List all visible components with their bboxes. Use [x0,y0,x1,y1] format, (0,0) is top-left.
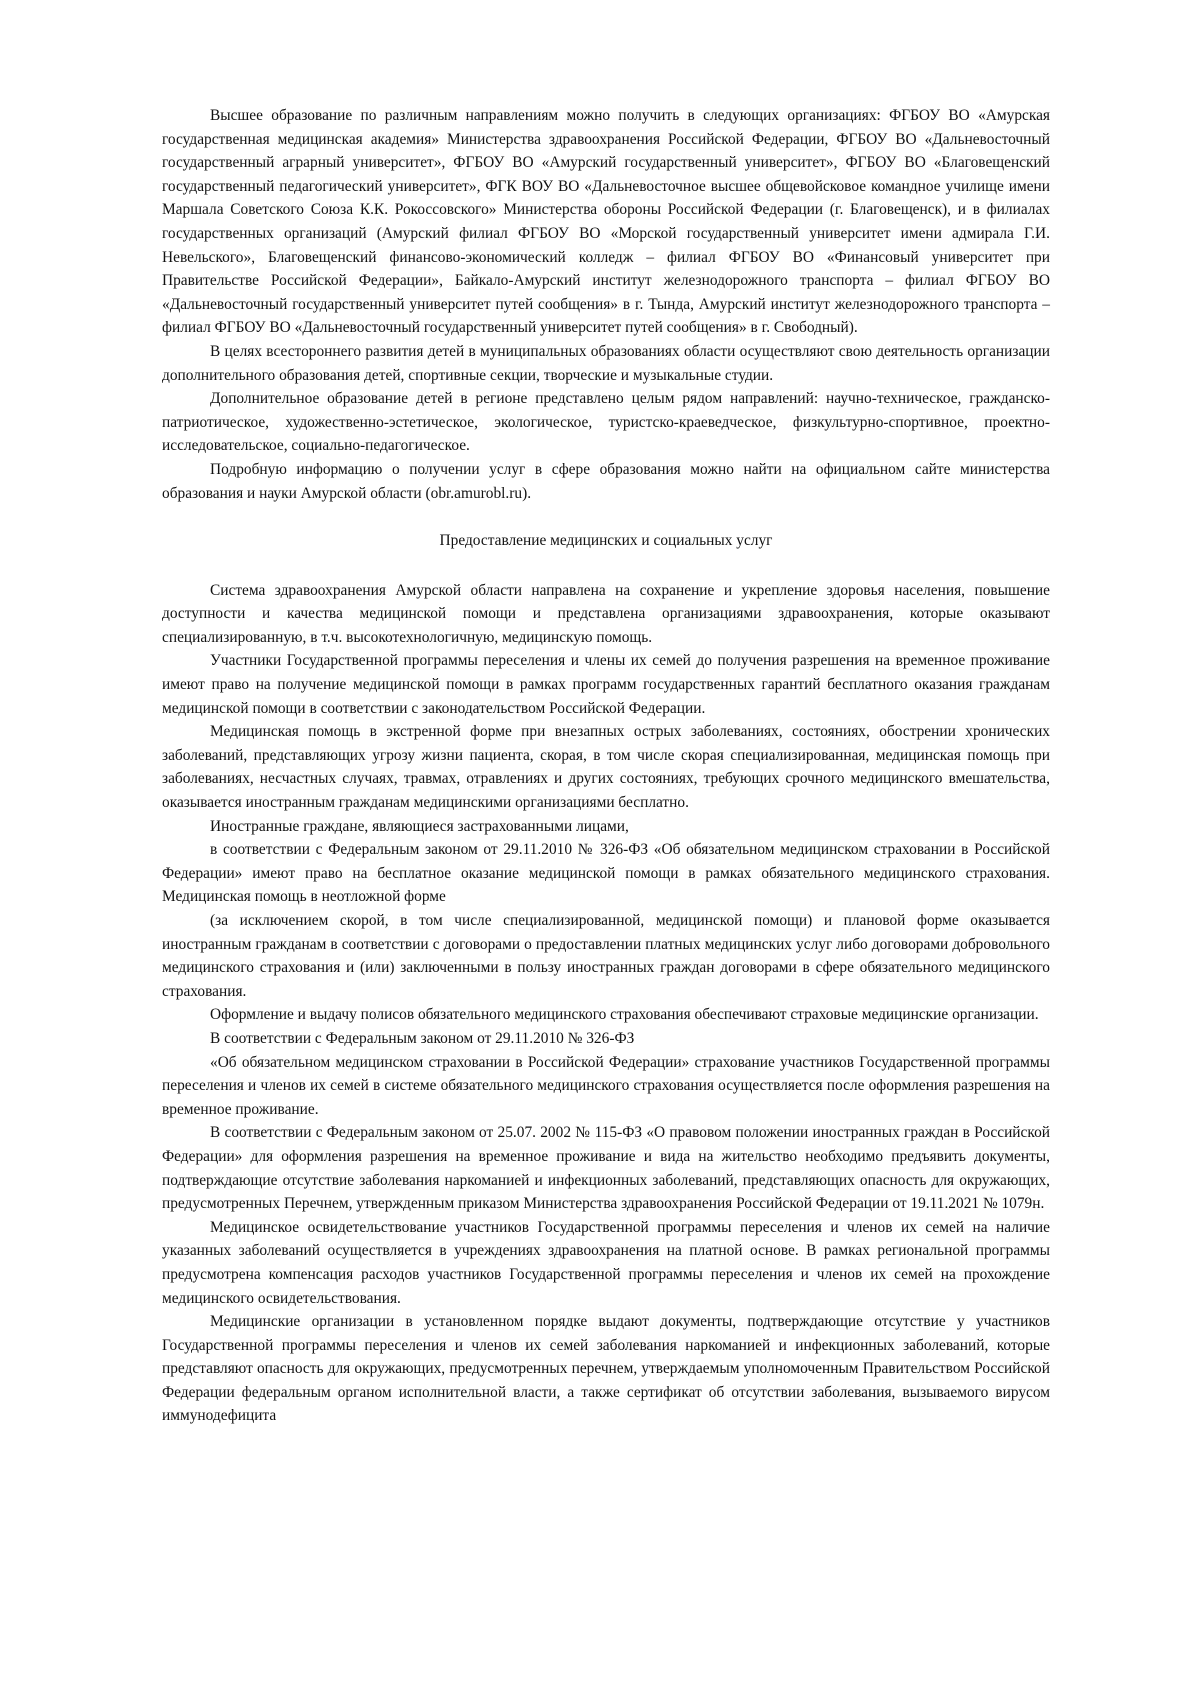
paragraph-higher-education: Высшее образование по различным направлениям можно получить в следующих организациях: ФГБОУ ВО «Амурская государственная медицинская академия» Министерства здравоохранения Российской Федерации, ФГБОУ ВО «Дальневосточный государственный аграрный университет», ФГБОУ ВО «Амурский государственный университет», ФГБОУ ВО «Благовещенский государственный педагогический университет», ФГК ВОУ ВО «Дальневосточное высшее общевойсковое командное училище имени Маршала Советского Союза К.К. Рокоссовского» Министерства обороны Российской Федерации (г. Благовещенск), и в филиалах государственных организаций (Амурский филиал ФГБОУ ВО «Морской государственный университет имени адмирала Г.И. Невельского», Благовещенский финансово-экономический колледж – филиал ФГБОУ ВО «Финансовый университет при Правительстве Российской Федерации», Байкало-Амурский институт железнодорожного транспорта – филиал ФГБОУ ВО «Дальневосточный государственный университет путей сообщения» в г. Тында, Амурский институт железнодорожного транспорта – филиал ФГБОУ ВО «Дальневосточный государственный университет путей сообщения» в г. Свободный). [162,107,1050,337]
paragraph-insurance-after-permit: «Об обязательном медицинском страховании в Российской Федерации» страхование участников Государственной программы переселения и членов их семей в системе обязательного медицинского страхования осуществляется после оформления разрешения на временное проживание. [162,1053,1050,1118]
paragraph-medical-examination: Медицинское освидетельствование участников Государственной программы переселения и членов их семей на наличие указанных заболеваний осуществляется в учреждениях здравоохранения на платной основе. В рамках региональной программы предусмотрена компенсация расходов участников Государственной программы переселения и членов их семей на прохождение медицинского освидетельствования. [162,1218,1050,1307]
paragraph-law-326-reference: В соответствии с Федеральным законом от 29.11.2010 № 326-ФЗ [210,1029,635,1047]
paragraph-emergency-care: Медицинская помощь в экстренной форме при внезапных острых заболеваниях, состояниях, обострении хронических заболеваний, представляющих угрозу жизни пациента, скорая, в том числе скорая специализированная, медицинская помощь при заболеваниях, несчастных случаях, травмах, отравлениях и других состояниях, требующих срочного медицинского вмешательства, оказывается иностранным гражданам медицинскими организациями бесплатно. [162,723,1050,812]
paragraph-program-participants: Участники Государственной программы переселения и члены их семей до получения разрешения на временное проживание имеют право на получение медицинской помощи в рамках программ государственных гарантий бесплатного оказания гражданам медицинской помощи в соответствии с законодательством Российской Федерации. [162,652,1050,717]
paragraph-medical-documents: Медицинские организации в установленном порядке выдают документы, подтверждающие отсутствие у участников Государственной программы переселения и членов их семей заболевания наркоманией и инфекционных заболеваний, которые представляют опасность для окружающих, предусмотренных перечнем, утверждаемым уполномоченным Правительством Российской Федерации федеральным органом исполнительной власти, а также сертификат об отсутствии заболевания, вызываемого вирусом иммунодефицита [162,1313,1050,1425]
paragraph-insured-foreigners: Иностранные граждане, являющиеся застрахованными лицами, [210,817,629,835]
paragraph-education-info: Подробную информацию о получении услуг в сфере образования можно найти на официальном сайте министерства образования и науки Амурской области (obr.amurobl.ru). [162,460,1050,502]
paragraph-federal-law-326: в соответствии с Федеральным законом от 29.11.2010 № 326-ФЗ «Об обязательном медицинском страховании в Российской Федерации» имеют право на бесплатное оказание медицинской помощи в рамках обязательного медицинского страхования. Медицинская помощь в неотложной форме [162,841,1050,906]
paragraph-additional-education: Дополнительное образование детей в регионе представлено целым рядом направлений: научно-техническое, гражданско-патриотическое, художественно-эстетическое, экологическое, туристско-краеведческое, физкультурно-спортивное, проектно-исследовательское, социально-педагогическое. [162,390,1050,455]
paragraph-insurance-policies: Оформление и выдачу полисов обязательного медицинского страхования обеспечивают страховые медицинские организации. [210,1006,1039,1024]
paragraph-planned-care: (за исключением скорой, в том числе специализированной, медицинской помощи) и плановой форме оказывается иностранным гражданам в соответствии с договорами о предоставлении платных медицинских услуг либо договорами добровольного медицинского страхования и (или) заключенными в пользу иностранных граждан договорами в сфере обязательного медицинского страхования. [162,912,1050,1000]
paragraph-federal-law-115: В соответствии с Федеральным законом от 25.07. 2002 № 115-ФЗ «О правовом положении иностранных граждан в Российской Федерации» для оформления разрешения на временное проживание и вида на жительство необходимо предъявить документы, подтверждающие отсутствие заболевания наркоманией и инфекционных заболеваний, представляющих опасность для окружающих, предусмотренных Перечнем, утвержденным приказом Министерства здравоохранения Российской Федерации от 19.11.2021 № 1079н. [162,1124,1050,1213]
document-page [162,104,1050,1428]
paragraph-healthcare-system: Система здравоохранения Амурской области направлена на сохранение и укрепление здоровья населения, повышение доступности и качества медицинской помощи и представлена организациями здравоохранения, которые оказывают специализированную, в т.ч. высокотехнологичную, медицинскую помощь. [162,581,1050,646]
paragraph-child-development: В целях всестороннего развития детей в муниципальных образованиях области осуществляют свою деятельность организации дополнительного образования детей, спортивные секции, творческие и музыкальные студии. [162,342,1050,384]
section-heading: Предоставление медицинских и социальных услуг [439,532,773,550]
